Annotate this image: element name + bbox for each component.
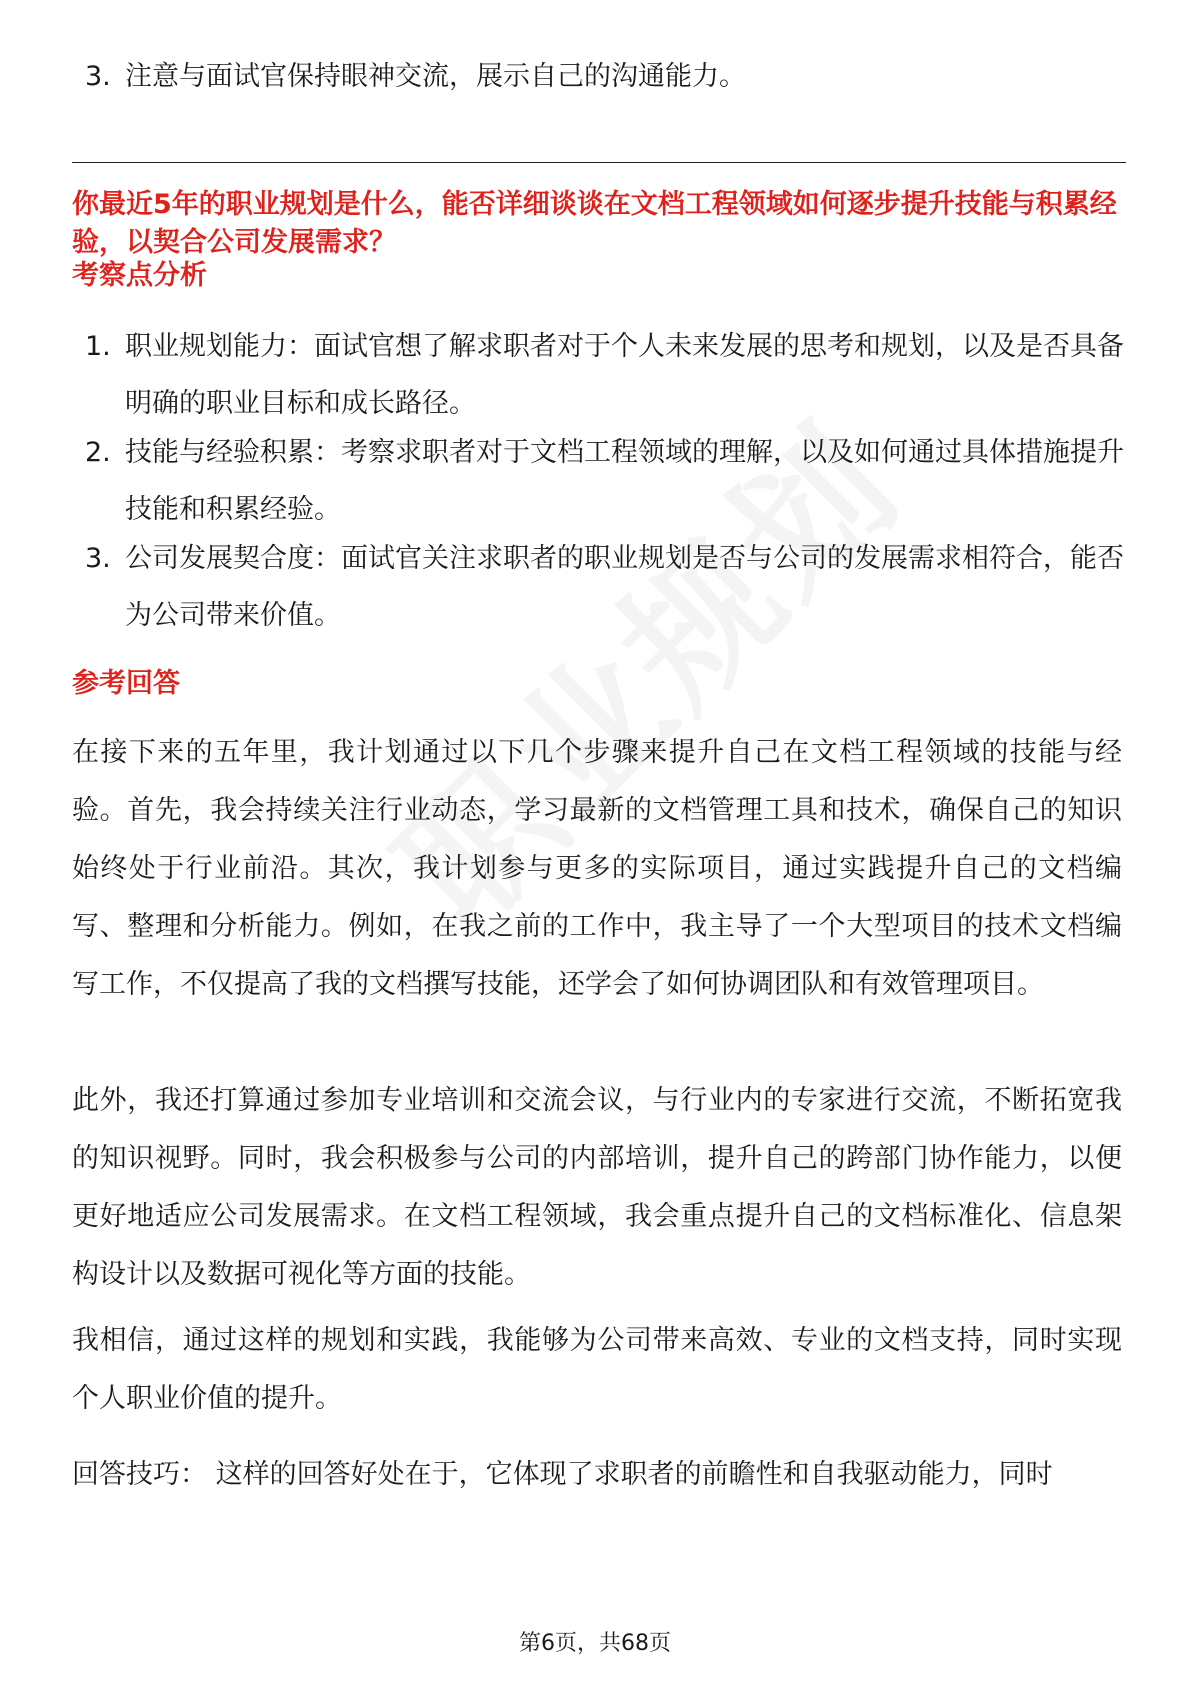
answer-paragraph-1: 在接下来的五年里，我计划通过以下几个步骤来提升自己在文档工程领域的技能与经验。首先，我会持续关注行业动态，学习最新的文档管理工具和技术，确保自己的知识始终处于行业前沿。其次，我计划参与更多的实际项目，通过实践提升自己的文档编写、整理和分析能力。例如，在我之前的工作中，我主导了一个大型项目的技术文档编写工作，不仅提高了我的文档撰写技能，还学会了如何协调团队和有效管理项目。: [72, 737, 1122, 1000]
list-number: 1.: [85, 331, 111, 362]
list-text: 职业规划能力：面试官想了解求职者对于个人未来发展的思考和规划，以及是否具备明确的职业目标和成长路径。: [125, 331, 1124, 419]
list-number: 2.: [85, 437, 111, 468]
answer-tip: 回答技巧： 这样的回答好处在于，它体现了求职者的前瞻性和自我驱动能力，同时: [72, 1459, 1053, 1490]
list-text: 公司发展契合度：面试官关注求职者的职业规划是否与公司的发展需求相符合，能否为公司带来价值。: [125, 543, 1124, 631]
list-number: 3.: [85, 543, 111, 574]
analysis-heading: 考察点分析: [72, 260, 207, 291]
analysis-item-2: [85, 424, 1125, 538]
section-divider: [72, 162, 1126, 163]
answer-paragraph-3: 我相信，通过这样的规划和实践，我能够为公司带来高效、专业的文档支持，同时实现个人职业价值的提升。: [72, 1325, 1122, 1414]
list-text: 技能与经验积累：考察求职者对于文档工程领域的理解，以及如何通过具体措施提升技能和积累经验。: [125, 437, 1124, 525]
list-item: [85, 48, 1125, 105]
list-text: 注意与面试官保持眼神交流，展示自己的沟通能力。: [125, 61, 746, 92]
question-title: 你最近5年的职业规划是什么，能否详细谈谈在文档工程领域如何逐步提升技能与积累经验，以契合公司发展需求？: [72, 189, 1117, 258]
analysis-item-3: [85, 530, 1125, 644]
list-number: 3.: [85, 61, 111, 92]
answer-paragraph-2: 此外，我还打算通过参加专业培训和交流会议，与行业内的专家进行交流，不断拓宽我的知识视野。同时，我会积极参与公司的内部培训，提升自己的跨部门协作能力，以便更好地适应公司发展需求。在文档工程领域，我会重点提升自己的文档标准化、信息架构设计以及数据可视化等方面的技能。: [72, 1085, 1122, 1290]
analysis-item-1: [85, 318, 1125, 432]
answer-heading: 参考回答: [72, 668, 180, 699]
page-number: 第6页，共68页: [519, 1631, 671, 1656]
